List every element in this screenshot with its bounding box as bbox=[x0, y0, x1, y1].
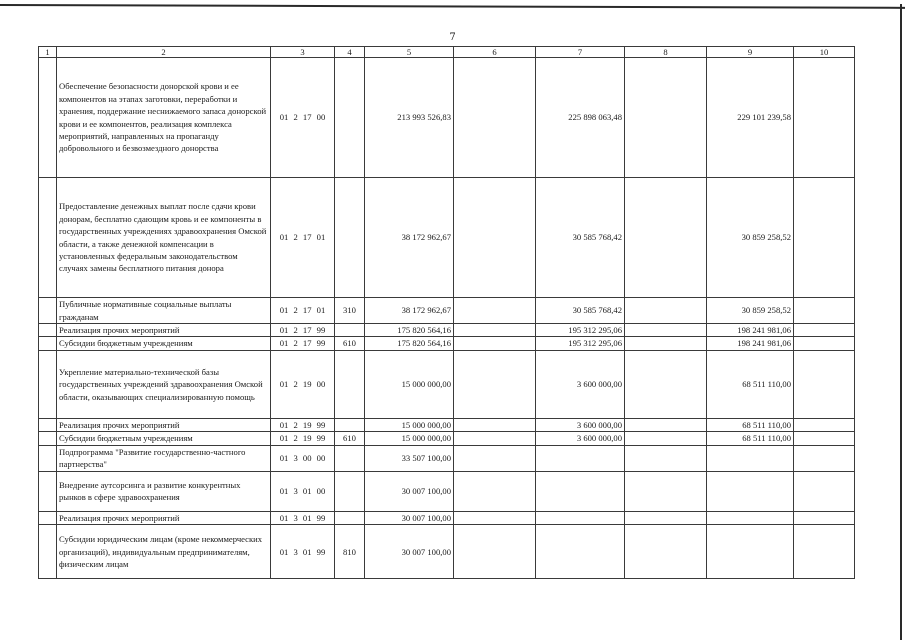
row-name: Субсидии юридическим лицам (кроме некоммерческих организаций), индивидуальным предпринимателям, физическим лицам bbox=[57, 525, 271, 579]
row-col5: 38 172 962,67 bbox=[365, 298, 454, 324]
row-col8 bbox=[625, 418, 707, 431]
row-col5: 30 007 100,00 bbox=[365, 511, 454, 524]
table-row bbox=[39, 511, 855, 524]
row-name: Подпрограмма "Развитие государственно-частного партнерства" bbox=[57, 445, 271, 471]
row-col6 bbox=[454, 432, 536, 445]
row-col9: 68 511 110,00 bbox=[707, 350, 794, 418]
row-name: Реализация прочих мероприятий bbox=[57, 511, 271, 524]
row-code: 01 3 00 00 bbox=[271, 445, 335, 471]
row-index-cell bbox=[39, 432, 57, 445]
row-col10 bbox=[794, 178, 855, 298]
table-row bbox=[39, 432, 855, 445]
row-col7: 195 312 295,06 bbox=[536, 324, 625, 337]
row-col5: 15 000 000,00 bbox=[365, 432, 454, 445]
row-name: Реализация прочих мероприятий bbox=[57, 418, 271, 431]
row-code: 01 2 17 99 bbox=[271, 337, 335, 350]
column-number-header bbox=[39, 47, 855, 58]
row-col8 bbox=[625, 445, 707, 471]
row-col6 bbox=[454, 511, 536, 524]
row-col5: 30 007 100,00 bbox=[365, 525, 454, 579]
row-col6 bbox=[454, 525, 536, 579]
row-code: 01 2 17 99 bbox=[271, 324, 335, 337]
row-code: 01 2 17 01 bbox=[271, 178, 335, 298]
row-col5: 38 172 962,67 bbox=[365, 178, 454, 298]
row-col7: 30 585 768,42 bbox=[536, 298, 625, 324]
row-index-cell bbox=[39, 178, 57, 298]
row-col9: 68 511 110,00 bbox=[707, 418, 794, 431]
column-header-5: 5 bbox=[365, 47, 454, 58]
row-vr: 610 bbox=[335, 432, 365, 445]
row-col5: 175 820 564,16 bbox=[365, 324, 454, 337]
table-row bbox=[39, 324, 855, 337]
row-vr: 610 bbox=[335, 337, 365, 350]
row-col7 bbox=[536, 471, 625, 511]
row-vr bbox=[335, 324, 365, 337]
row-col8 bbox=[625, 471, 707, 511]
row-col7: 3 600 000,00 bbox=[536, 432, 625, 445]
row-vr bbox=[335, 418, 365, 431]
row-col8 bbox=[625, 525, 707, 579]
row-col6 bbox=[454, 298, 536, 324]
row-col7 bbox=[536, 511, 625, 524]
row-col9: 30 859 258,52 bbox=[707, 178, 794, 298]
row-col8 bbox=[625, 350, 707, 418]
table-row bbox=[39, 298, 855, 324]
row-col7: 195 312 295,06 bbox=[536, 337, 625, 350]
scan-top-edge bbox=[0, 4, 905, 9]
row-vr bbox=[335, 445, 365, 471]
row-col10 bbox=[794, 418, 855, 431]
table-row bbox=[39, 471, 855, 511]
table-row bbox=[39, 418, 855, 431]
table-row bbox=[39, 337, 855, 350]
row-col8 bbox=[625, 432, 707, 445]
row-vr: 810 bbox=[335, 525, 365, 579]
row-index-cell bbox=[39, 445, 57, 471]
row-name: Укрепление материально-технической базы государственных учреждений здравоохранения Омской области, оказывающих специализированную помощь bbox=[57, 350, 271, 418]
row-index-cell bbox=[39, 337, 57, 350]
row-col7 bbox=[536, 445, 625, 471]
row-col9 bbox=[707, 525, 794, 579]
row-col7 bbox=[536, 525, 625, 579]
row-col9 bbox=[707, 511, 794, 524]
row-col8 bbox=[625, 178, 707, 298]
row-index-cell bbox=[39, 511, 57, 524]
row-col8 bbox=[625, 337, 707, 350]
row-col10 bbox=[794, 445, 855, 471]
row-col9 bbox=[707, 471, 794, 511]
row-col6 bbox=[454, 178, 536, 298]
row-col5: 30 007 100,00 bbox=[365, 471, 454, 511]
row-col10 bbox=[794, 337, 855, 350]
row-code: 01 2 19 00 bbox=[271, 350, 335, 418]
row-col5: 213 993 526,83 bbox=[365, 58, 454, 178]
row-col9: 198 241 981,06 bbox=[707, 337, 794, 350]
table-row bbox=[39, 350, 855, 418]
row-col7: 3 600 000,00 bbox=[536, 418, 625, 431]
row-code: 01 2 17 00 bbox=[271, 58, 335, 178]
column-header-10: 10 bbox=[794, 47, 855, 58]
row-col10 bbox=[794, 324, 855, 337]
column-header-9: 9 bbox=[707, 47, 794, 58]
row-name: Внедрение аутсорсинга и развитие конкурентных рынков в сфере здравоохранения bbox=[57, 471, 271, 511]
row-col10 bbox=[794, 511, 855, 524]
row-col10 bbox=[794, 432, 855, 445]
row-col8 bbox=[625, 58, 707, 178]
row-vr bbox=[335, 350, 365, 418]
row-col8 bbox=[625, 298, 707, 324]
column-header-4: 4 bbox=[335, 47, 365, 58]
row-index-cell bbox=[39, 324, 57, 337]
row-name: Публичные нормативные социальные выплаты гражданам bbox=[57, 298, 271, 324]
row-code: 01 3 01 99 bbox=[271, 511, 335, 524]
row-name: Реализация прочих мероприятий bbox=[57, 324, 271, 337]
column-header-6: 6 bbox=[454, 47, 536, 58]
row-index-cell bbox=[39, 525, 57, 579]
table-row bbox=[39, 525, 855, 579]
row-col6 bbox=[454, 350, 536, 418]
row-col9: 68 511 110,00 bbox=[707, 432, 794, 445]
row-col5: 15 000 000,00 bbox=[365, 350, 454, 418]
row-code: 01 3 01 99 bbox=[271, 525, 335, 579]
row-col8 bbox=[625, 324, 707, 337]
row-code: 01 2 17 01 bbox=[271, 298, 335, 324]
row-col9 bbox=[707, 445, 794, 471]
column-header-2: 2 bbox=[57, 47, 271, 58]
row-name: Обеспечение безопасности донорской крови и ее компонентов на этапах заготовки, переработки и хранения, поддержание неснижаемого запаса донорской крови и ее компонентов, реализация комплекса мероприятий, направленных на пропаганду добровольного и безвозмездного донорства bbox=[57, 58, 271, 178]
column-header-7: 7 bbox=[536, 47, 625, 58]
row-col5: 175 820 564,16 bbox=[365, 337, 454, 350]
row-col10 bbox=[794, 471, 855, 511]
row-col10 bbox=[794, 350, 855, 418]
row-index-cell bbox=[39, 58, 57, 178]
row-col10 bbox=[794, 58, 855, 178]
row-index-cell bbox=[39, 418, 57, 431]
row-vr bbox=[335, 471, 365, 511]
row-col6 bbox=[454, 418, 536, 431]
column-header-3: 3 bbox=[271, 47, 335, 58]
row-col8 bbox=[625, 511, 707, 524]
row-index-cell bbox=[39, 350, 57, 418]
row-code: 01 3 01 00 bbox=[271, 471, 335, 511]
row-name: Субсидии бюджетным учреждениям bbox=[57, 337, 271, 350]
row-index-cell bbox=[39, 471, 57, 511]
row-col5: 33 507 100,00 bbox=[365, 445, 454, 471]
row-col6 bbox=[454, 445, 536, 471]
page-number: 7 bbox=[449, 32, 456, 43]
budget-table bbox=[38, 46, 855, 579]
row-col9: 229 101 239,58 bbox=[707, 58, 794, 178]
row-col9: 30 859 258,52 bbox=[707, 298, 794, 324]
row-index-cell bbox=[39, 298, 57, 324]
row-col6 bbox=[454, 471, 536, 511]
row-vr: 310 bbox=[335, 298, 365, 324]
row-col7: 225 898 063,48 bbox=[536, 58, 625, 178]
row-col6 bbox=[454, 58, 536, 178]
row-code: 01 2 19 99 bbox=[271, 432, 335, 445]
row-vr bbox=[335, 58, 365, 178]
row-name: Субсидии бюджетным учреждениям bbox=[57, 432, 271, 445]
row-vr bbox=[335, 511, 365, 524]
column-header-1: 1 bbox=[39, 47, 57, 58]
row-col7: 3 600 000,00 bbox=[536, 350, 625, 418]
scan-right-edge bbox=[900, 4, 902, 640]
column-header-8: 8 bbox=[625, 47, 707, 58]
table-row bbox=[39, 445, 855, 471]
row-col7: 30 585 768,42 bbox=[536, 178, 625, 298]
row-col10 bbox=[794, 298, 855, 324]
row-name: Предоставление денежных выплат после сдачи крови донорам, бесплатно сдающим кровь и ее компоненты в государственных учреждениях здравоохранения Омской области, а также денежной компенсации в установленных федеральным законодательством случаях замены бесплатного питания донора bbox=[57, 178, 271, 298]
row-col5: 15 000 000,00 bbox=[365, 418, 454, 431]
row-col6 bbox=[454, 324, 536, 337]
row-col10 bbox=[794, 525, 855, 579]
row-col6 bbox=[454, 337, 536, 350]
row-code: 01 2 19 99 bbox=[271, 418, 335, 431]
row-col9: 198 241 981,06 bbox=[707, 324, 794, 337]
table-row bbox=[39, 178, 855, 298]
row-vr bbox=[335, 178, 365, 298]
table-row bbox=[39, 58, 855, 178]
